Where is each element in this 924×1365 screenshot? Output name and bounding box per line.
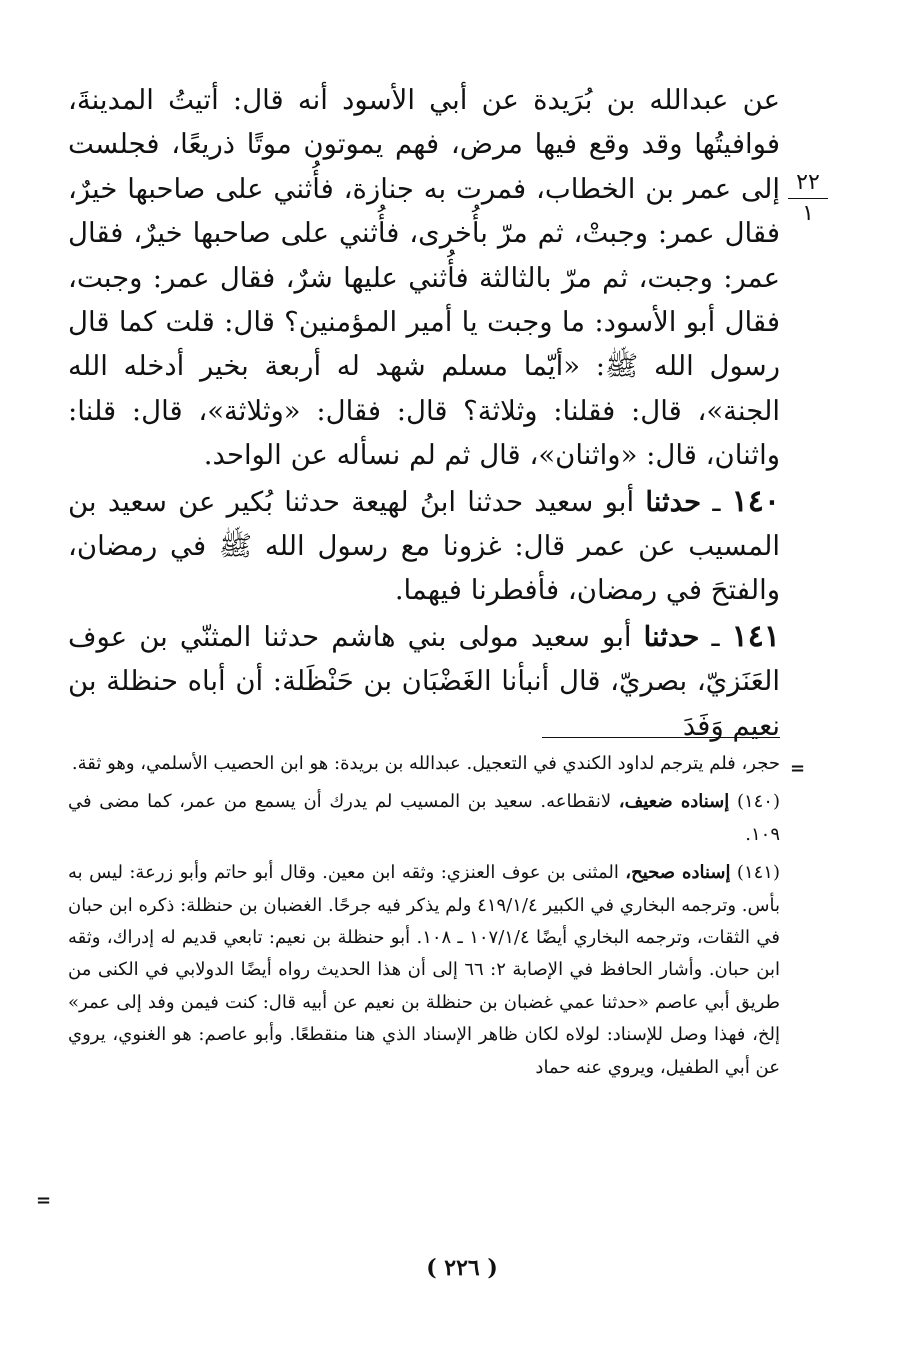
hadith-140-number: ١٤٠: [731, 483, 781, 519]
footnote-141-keyword: إسناده صحيح،: [625, 862, 731, 884]
footnote-140-number: (١٤٠): [736, 791, 781, 813]
margin-reference-bottom: ١: [802, 201, 814, 226]
margin-reference: [778, 170, 838, 227]
continuation-mark-bottom: =: [36, 1190, 52, 1211]
hadith-141: [68, 615, 780, 748]
footnote-140-keyword: إسناده ضعيف،: [618, 791, 730, 813]
footnote-140-text: لانقطاعه. سعيد بن المسيب لم يدرك أن يسمع من عمر، كما مضى في ١٠٩.: [68, 791, 780, 845]
page-number: ( ٢٢٦ ): [426, 1255, 498, 1281]
hadith-140-dash: ـ: [712, 485, 721, 518]
main-text: [68, 78, 780, 748]
footnote-141: [68, 857, 780, 1084]
hadith-139-continuation: عن عبدالله بن بُرَيدة عن أبي الأسود أنه قال: أتيتُ المدينةَ، فوافيتُها وقد وقع فيها مرض، فهم يموتون موتًا ذريعًا، فجلست إلى عمر بن الخطاب، فمرت به جنازة، فأُثني على صاحبها خيرٌ، فقال عمر: وجبتْ، ثم مرّ بأُخرى، فأُثني على صاحبها خيرٌ، فقال عمر: وجبت، ثم مرّ بالثالثة فأُثني عليها شرٌ، فقال عمر: وجبت، فقال أبو الأسود: ما وجبت يا أمير المؤمنين؟ قال: قلت كما قال رسول الله ﷺ: «أيّما مسلم شهد له أربعة بخير أدخله الله الجنة»، قال: فقلنا: وثلاثة؟ قال: فقال: «وثلاثة»، قال: قلنا: واثنان، قال: «واثنان»، قال ثم لم نسأله عن الواحد.: [68, 84, 780, 472]
margin-reference-top: ٢٢: [796, 170, 820, 195]
footnote-141-text: المثنى بن عوف العنزي: وثقه ابن معين. وقال أبو حاتم وأبو زرعة: ليس به بأس. وترجمه البخاري في الكبير ٤١٩/١/٤ ولم يذكر فيه جرحًا. الغضبان بن حنظلة: ذكره ابن حبان في الثقات، وترجمه البخاري أيضًا ١٠٧/١/٤ ـ ١٠٨. أبو حنظلة بن نعيم: تابعي قديم له إدراك، وثقه ابن حبان. وأشار الحافظ في الإصابة ٢: ٦٦ إلى أن هذا الحديث رواه أيضًا الدولابي في الكنى من طريق أبي عاصم «حدثنا عمي غضبان بن حنظلة بن نعيم عن أبيه قال: كنت فيمن وفد إلى عمر» إلخ، فهذا وصل للإسناد: لولاه لكان ظاهر الإسناد الذي هنا منقطعًا. وأبو عاصم: هو الغنوي، يروي عن أبي الطفيل، ويروي عنه حماد: [68, 862, 781, 1078]
hadith-141-dash: ـ: [711, 620, 720, 653]
hadith-141-keyword: حدثنا: [643, 620, 700, 653]
footnote-continuation: حجر، فلم يترجم لداود الكندي في التعجيل. عبدالله بن بريدة: هو ابن الحصيب الأسلمي، وهو ثقة.: [71, 753, 780, 774]
footnote-140: [68, 786, 780, 851]
hadith-140-keyword: حدثنا: [645, 485, 702, 518]
margin-reference-divider: [788, 198, 828, 199]
hadith-141-text: أبو سعيد مولى بني هاشم حدثنا المثنّي بن عوف العَنَزيّ، بصريّ، قال أنبأنا الغَضْبَان بن حَنْظَلة: أن أباه حنظلة بن نعيم وَفَدَ: [68, 620, 780, 742]
hadith-140: [68, 480, 780, 613]
hadith-141-number: ١٤١: [731, 618, 780, 654]
hadith-140-text: أبو سعيد حدثنا ابنُ لهيعة حدثنا بُكير عن سعيد بن المسيب عن عمر قال: غزونا مع رسول الله ﷺ في رمضان، والفتحَ في رمضان، فأفطرنا فيهما.: [68, 485, 780, 607]
footnote-141-number: (١٤١): [736, 862, 780, 884]
footnotes: [68, 748, 780, 1090]
footnote-separator: [542, 737, 780, 738]
continuation-mark-top: =: [790, 758, 806, 779]
